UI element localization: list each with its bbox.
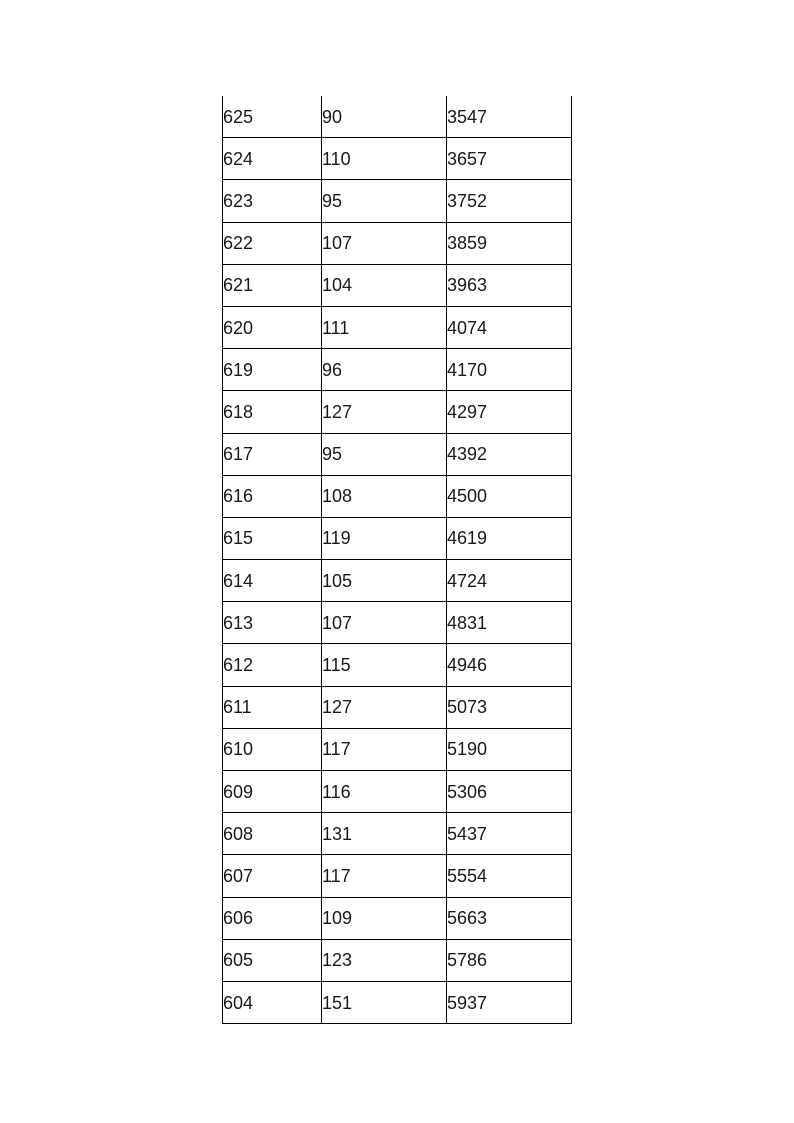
table-cell: 4392 [447, 433, 572, 475]
table-cell: 5554 [447, 855, 572, 897]
table-cell: 105 [322, 560, 447, 602]
table-cell: 5937 [447, 981, 572, 1023]
table-cell: 624 [223, 138, 322, 180]
table-cell: 123 [322, 939, 447, 981]
table-cell: 119 [322, 517, 447, 559]
table-cell: 623 [223, 180, 322, 222]
table-row [223, 897, 572, 939]
table-cell: 604 [223, 981, 322, 1023]
table-row [223, 264, 572, 306]
table-cell: 5190 [447, 728, 572, 770]
table-cell: 127 [322, 391, 447, 433]
table-cell: 107 [322, 602, 447, 644]
table-row [223, 771, 572, 813]
table-row [223, 981, 572, 1023]
table-cell: 620 [223, 306, 322, 348]
table-row [223, 517, 572, 559]
table-row [223, 728, 572, 770]
table-row [223, 138, 572, 180]
table-cell: 609 [223, 771, 322, 813]
table-cell: 605 [223, 939, 322, 981]
table-cell: 3963 [447, 264, 572, 306]
table-cell: 117 [322, 728, 447, 770]
data-table [222, 96, 572, 1024]
table-row [223, 180, 572, 222]
table-cell: 5437 [447, 813, 572, 855]
table-cell: 96 [322, 349, 447, 391]
table-cell: 151 [322, 981, 447, 1023]
table-cell: 104 [322, 264, 447, 306]
table-cell: 4297 [447, 391, 572, 433]
table-cell: 618 [223, 391, 322, 433]
table-cell: 4619 [447, 517, 572, 559]
table-cell: 117 [322, 855, 447, 897]
table-cell: 5786 [447, 939, 572, 981]
table-cell: 115 [322, 644, 447, 686]
table-row [223, 855, 572, 897]
table-cell: 110 [322, 138, 447, 180]
table-cell: 614 [223, 560, 322, 602]
table-cell: 4074 [447, 306, 572, 348]
table-cell: 4170 [447, 349, 572, 391]
table-row [223, 433, 572, 475]
table-cell: 5306 [447, 771, 572, 813]
table-cell: 612 [223, 644, 322, 686]
table-row [223, 222, 572, 264]
table-cell: 95 [322, 433, 447, 475]
table-cell: 613 [223, 602, 322, 644]
table-cell: 619 [223, 349, 322, 391]
table-row [223, 349, 572, 391]
table-cell: 3859 [447, 222, 572, 264]
table-row [223, 644, 572, 686]
table-cell: 606 [223, 897, 322, 939]
table-cell: 3657 [447, 138, 572, 180]
table-row [223, 306, 572, 348]
table-cell: 615 [223, 517, 322, 559]
table-row [223, 939, 572, 981]
table-cell: 4500 [447, 475, 572, 517]
table-cell: 111 [322, 306, 447, 348]
table-cell: 607 [223, 855, 322, 897]
table-row [223, 391, 572, 433]
table-cell: 116 [322, 771, 447, 813]
table-cell: 3752 [447, 180, 572, 222]
table-cell: 5073 [447, 686, 572, 728]
table-cell: 610 [223, 728, 322, 770]
table-cell: 611 [223, 686, 322, 728]
table-cell: 617 [223, 433, 322, 475]
table-row [223, 686, 572, 728]
table-cell: 95 [322, 180, 447, 222]
table-cell: 4946 [447, 644, 572, 686]
table-cell: 127 [322, 686, 447, 728]
table-cell: 90 [322, 96, 447, 138]
table-body [223, 96, 572, 1024]
table-cell: 625 [223, 96, 322, 138]
table-row [223, 560, 572, 602]
table-row [223, 96, 572, 138]
table-cell: 131 [322, 813, 447, 855]
table-row [223, 475, 572, 517]
table-row [223, 602, 572, 644]
table-cell: 3547 [447, 96, 572, 138]
table-cell: 108 [322, 475, 447, 517]
table-cell: 4831 [447, 602, 572, 644]
table-cell: 616 [223, 475, 322, 517]
table-cell: 107 [322, 222, 447, 264]
table-cell: 4724 [447, 560, 572, 602]
table-cell: 5663 [447, 897, 572, 939]
table-cell: 608 [223, 813, 322, 855]
table-cell: 621 [223, 264, 322, 306]
table-cell: 622 [223, 222, 322, 264]
table-row [223, 813, 572, 855]
table-cell: 109 [322, 897, 447, 939]
